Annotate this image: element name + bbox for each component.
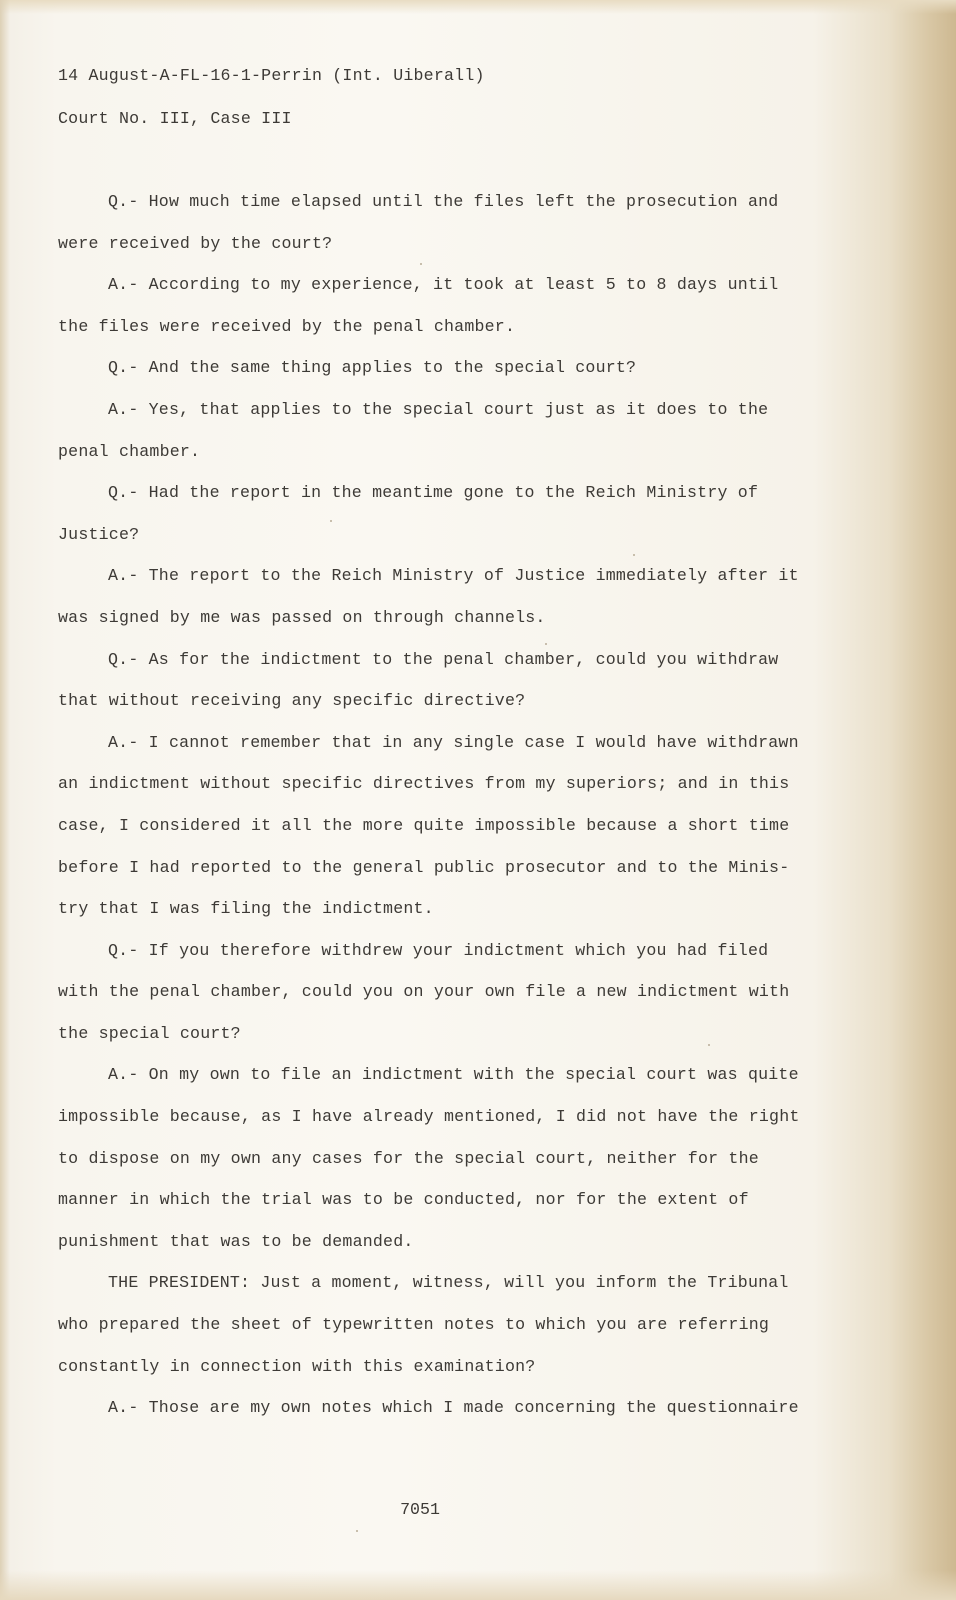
continuation-line: the special court? bbox=[58, 1023, 241, 1043]
continuation-line: an indictment without specific directives from my superiors; and in this bbox=[58, 774, 790, 794]
president-line: THE PRESIDENT: Just a moment, witness, will you inform the Tribunal bbox=[108, 1273, 789, 1293]
paper-edge-left bbox=[0, 0, 10, 1600]
paper-edge-bottom bbox=[0, 1570, 956, 1600]
question-line: Q.- As for the indictment to the penal chamber, could you withdraw bbox=[108, 649, 779, 669]
paper-speck bbox=[545, 643, 547, 645]
continuation-line: Justice? bbox=[58, 524, 140, 544]
question-line: Q.- If you therefore withdrew your indictment which you had filed bbox=[108, 940, 769, 960]
paper-speck bbox=[633, 554, 635, 556]
page-number: 7051 bbox=[400, 1500, 440, 1519]
continuation-line: punishment that was to be demanded. bbox=[58, 1231, 414, 1251]
question-line: Q.- How much time elapsed until the files left the prosecution and bbox=[108, 192, 779, 211]
answer-line: A.- On my own to file an indictment with the special court was quite bbox=[108, 1065, 799, 1085]
continuation-line: was signed by me was passed on through channels. bbox=[58, 607, 546, 627]
transcript-body bbox=[58, 181, 838, 1429]
continuation-line: impossible because, as I have already mentioned, I did not have the right bbox=[58, 1107, 800, 1127]
answer-line: A.- According to my experience, it took at least 5 to 8 days until bbox=[108, 275, 779, 295]
continuation-line: were received by the court? bbox=[58, 233, 333, 253]
paper-speck bbox=[356, 1530, 358, 1532]
answer-line: A.- Yes, that applies to the special court just as it does to the bbox=[108, 399, 769, 419]
continuation-line: with the penal chamber, could you on your own file a new indictment with bbox=[58, 982, 790, 1002]
continuation-line: to dispose on my own any cases for the special court, neither for the bbox=[58, 1148, 759, 1168]
continuation-line: manner in which the trial was to be conducted, nor for the extent of bbox=[58, 1190, 749, 1210]
answer-line: A.- The report to the Reich Ministry of Justice immediately after it bbox=[108, 566, 799, 586]
answer-line: A.- Those are my own notes which I made concerning the questionnaire bbox=[108, 1398, 799, 1418]
court-case-line: Court No. III, Case III bbox=[58, 109, 292, 128]
question-line: Q.- And the same thing applies to the special court? bbox=[108, 358, 637, 378]
continuation-line: the files were received by the penal chamber. bbox=[58, 316, 516, 336]
continuation-line: who prepared the sheet of typewritten notes to which you are referring bbox=[58, 1315, 770, 1335]
continuation-line: constantly in connection with this examination? bbox=[58, 1356, 536, 1376]
continuation-line: that without receiving any specific directive? bbox=[58, 691, 526, 711]
paper-speck bbox=[330, 520, 332, 522]
answer-line: A.- I cannot remember that in any single case I would have withdrawn bbox=[108, 732, 799, 752]
paper-speck bbox=[708, 1044, 710, 1046]
paper-speck bbox=[420, 263, 422, 265]
question-line: Q.- Had the report in the meantime gone to the Reich Ministry of bbox=[108, 483, 759, 503]
transcript-reference: 14 August-A-FL-16-1-Perrin (Int. Uiberall) bbox=[58, 66, 485, 85]
continuation-line: before I had reported to the general public prosecutor and to the Minis- bbox=[58, 857, 790, 877]
continuation-line: penal chamber. bbox=[58, 441, 201, 461]
continuation-line: try that I was filing the indictment. bbox=[58, 899, 434, 919]
paper-edge-top bbox=[0, 0, 956, 14]
continuation-line: case, I considered it all the more quite impossible because a short time bbox=[58, 815, 790, 835]
